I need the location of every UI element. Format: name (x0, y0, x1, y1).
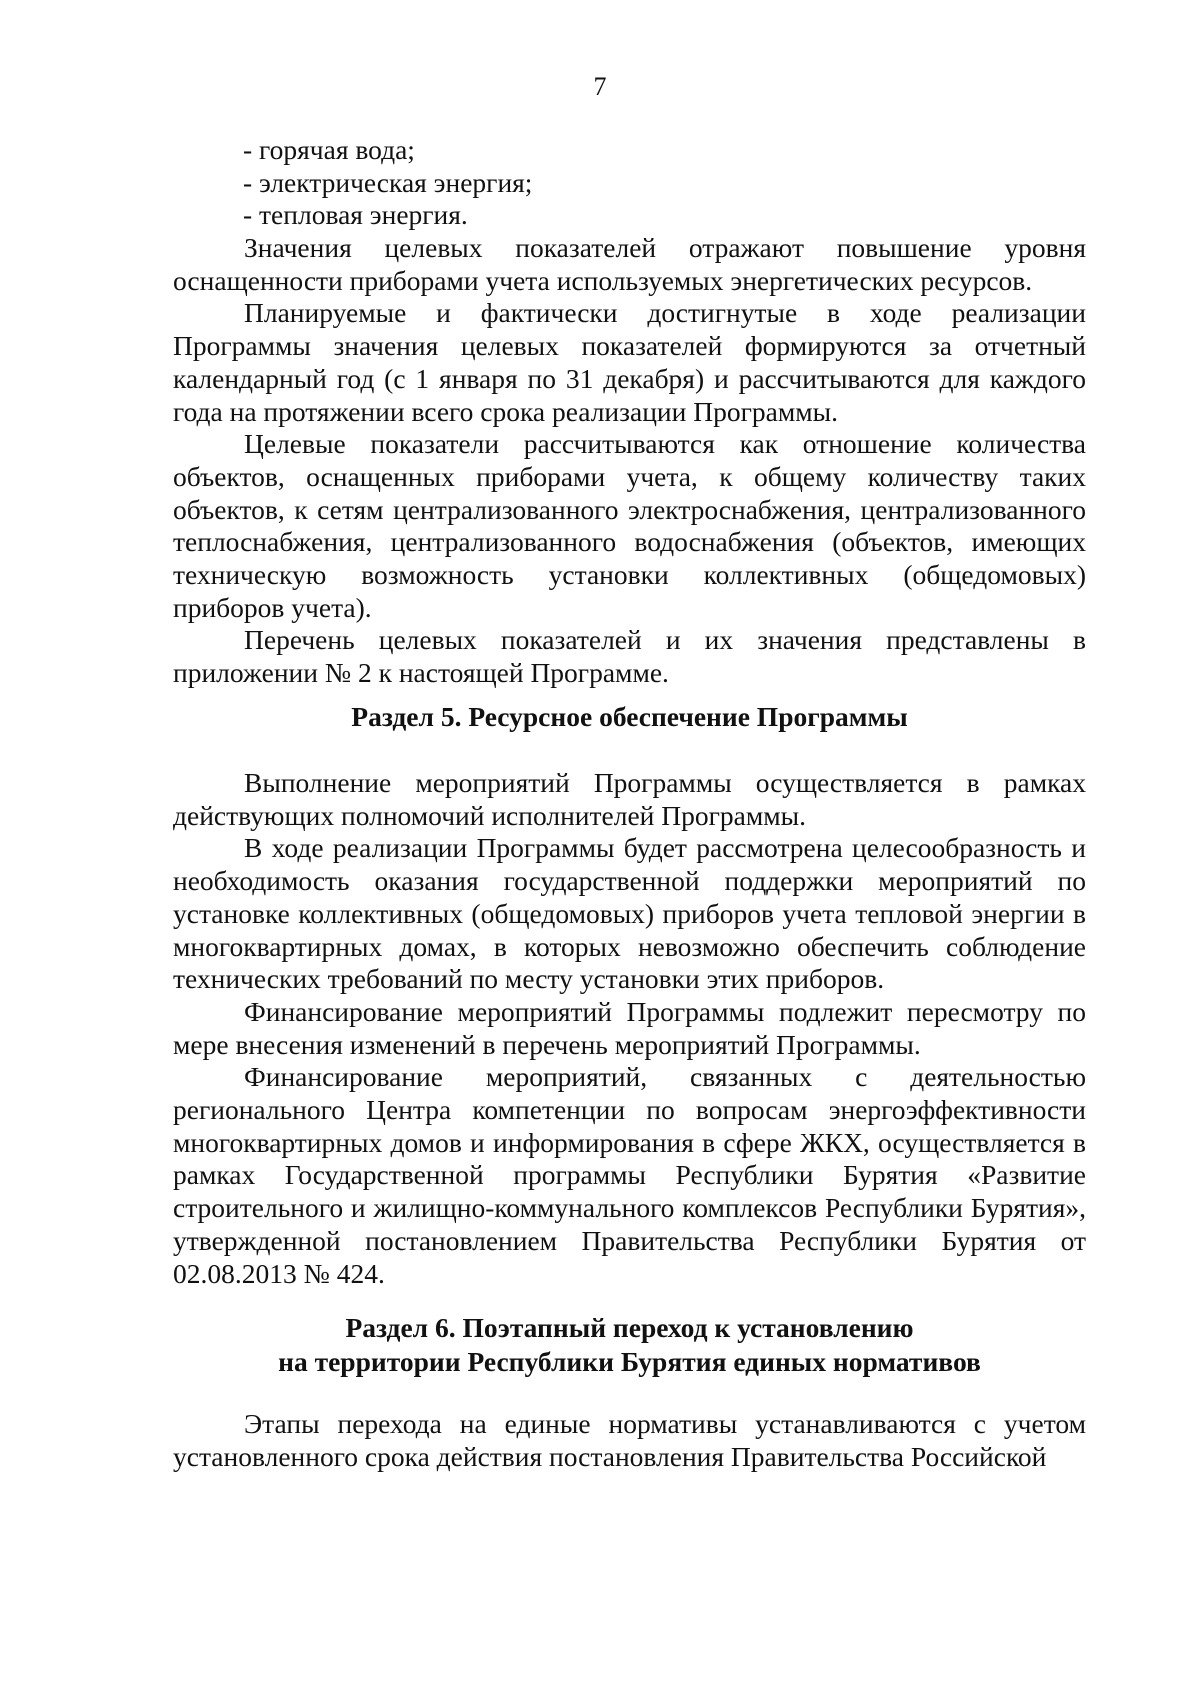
section4-text (173, 232, 1086, 690)
list-item: - тепловая энергия. (243, 199, 468, 231)
list-block (173, 134, 1086, 232)
section6-heading (173, 1311, 1086, 1379)
list-item: - горячая вода; (243, 134, 415, 165)
paragraph: Выполнение мероприятий Программы осуществляется в рамках действующих полномочий исполнителей Программы. (173, 767, 1086, 831)
paragraph: Финансирование мероприятий Программы подлежит пересмотру по мере внесения изменений в перечень мероприятий Программы. (173, 995, 1086, 1060)
paragraph: Целевые показатели рассчитываются как отношение количества объектов, оснащенных приборами учета, к общему количеству таких объектов, к сетям централизованного электроснабжения, централизованного теплоснабжения, централизованного водоснабжения (объектов, имеющих техническую возможность установки коллективных (общедомовых) приборов учета). (173, 428, 1086, 623)
paragraph: Финансирование мероприятий, связанных с деятельностью регионального Центра компетенции по вопросам энергоэффективности многоквартирных домов и информирования в сфере ЖКХ, осуществляется в рамках Государственной программы Республики Бурятия «Развитие строительного и жилищно-коммунального комплексов Республики Бурятия», утвержденной постановлением Правительства Республики Бурятия от 02.08.2013 № 424. (173, 1061, 1086, 1289)
section5-text (173, 767, 1086, 1290)
paragraph: Перечень целевых показателей и их значения представлены в приложении № 2 к настоящей Программе. (173, 624, 1086, 689)
section5-heading: Раздел 5. Ресурсное обеспечение Программы (351, 701, 908, 732)
list-item: - электрическая энергия; (243, 166, 533, 198)
paragraph: Планируемые и фактически достигнутые в ходе реализации Программы значения целевых показателей формируются за отчетный календарный год (с 1 января по 31 декабря) и рассчитываются для каждого года на протяжении всего срока реализации Программы. (173, 297, 1086, 427)
paragraph: Этапы перехода на единые нормативы устанавливаются с учетом установленного срока действия постановления Правительства Российской (173, 1408, 1086, 1472)
paragraph: В ходе реализации Программы будет рассмотрена целесообразность и необходимость оказания государственной поддержки мероприятий по установке коллективных (общедомовых) приборов учета тепловой энергии в многоквартирных домах, в которых невозможно обеспечить соблюдение технических требований по месту установки этих приборов. (173, 832, 1086, 995)
paragraph: Значения целевых показателей отражают повышение уровня оснащенности приборами учета используемых энергетических ресурсов. (173, 232, 1086, 296)
section6-heading-line2: на территории Республики Бурятия единых нормативов (278, 1346, 981, 1377)
page-number: 7 (593, 72, 607, 101)
section6-heading-line1: Раздел 6. Поэтапный переход к установлению (345, 1312, 914, 1343)
section6-text (173, 1408, 1086, 1473)
